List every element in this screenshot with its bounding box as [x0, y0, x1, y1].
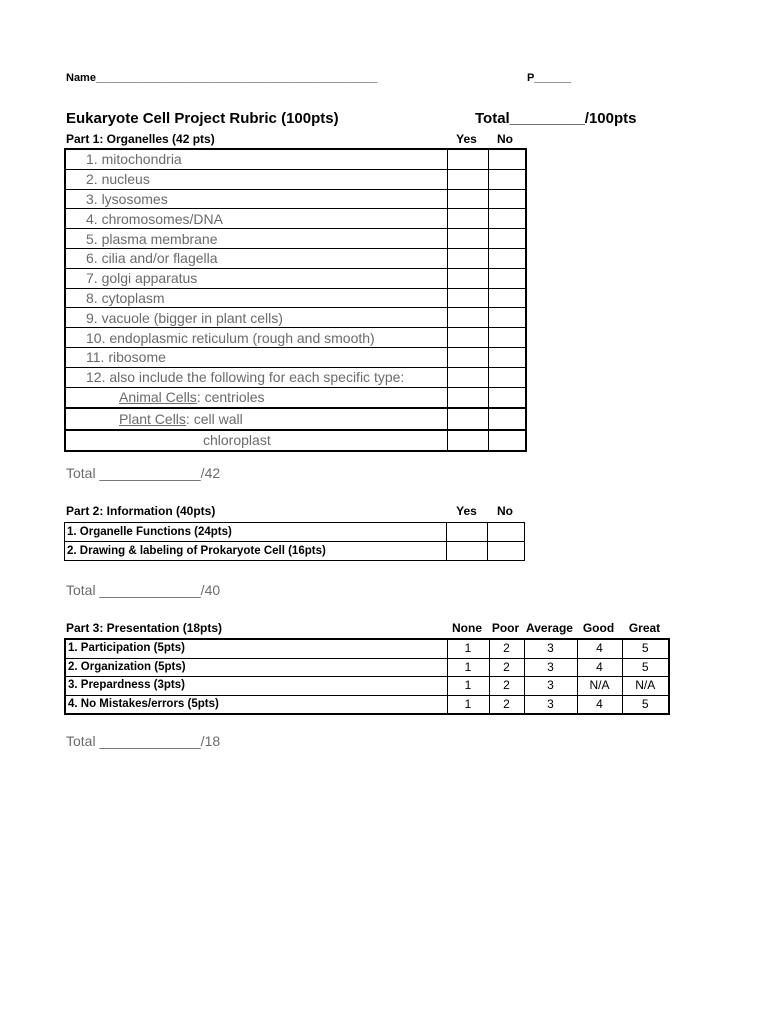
- yes-checkbox-cell[interactable]: [447, 149, 488, 169]
- yes-checkbox-cell[interactable]: [447, 229, 488, 249]
- no-checkbox-cell[interactable]: [488, 387, 526, 408]
- score-cell[interactable]: 2: [489, 639, 524, 658]
- score-cell[interactable]: 1: [447, 695, 489, 714]
- yes-checkbox-cell[interactable]: [447, 288, 488, 308]
- organelle-row: [65, 169, 526, 189]
- organelle-label: 10. endoplasmic reticulum (rough and smooth): [65, 328, 447, 348]
- part3-heading: Part 3: Presentation (18pts): [66, 621, 223, 635]
- organelle-label: 8. cytoplasm: [65, 288, 447, 308]
- score-cell[interactable]: 2: [489, 677, 524, 696]
- plant-cells-label: Plant Cells: [119, 410, 186, 427]
- score-cell[interactable]: N/A: [622, 677, 669, 696]
- organelle-row: [65, 229, 526, 249]
- presentation-table: [64, 638, 670, 715]
- no-checkbox-cell[interactable]: [488, 347, 526, 367]
- part1-yes-header: Yes: [456, 132, 477, 146]
- score-cell[interactable]: N/A: [577, 677, 622, 696]
- organelle-row: [65, 328, 526, 348]
- presentation-row: [65, 677, 669, 696]
- presentation-criterion: 1. Participation (5pts): [65, 639, 447, 658]
- score-cell[interactable]: 4: [577, 639, 622, 658]
- organelle-label: 12. also include the following for each specific type:: [65, 367, 447, 387]
- yes-checkbox-cell[interactable]: [447, 430, 488, 452]
- yes-checkbox-cell[interactable]: [447, 189, 488, 209]
- organelle-row: [65, 248, 526, 268]
- no-checkbox-cell[interactable]: [488, 367, 526, 387]
- animal-cells-label: Animal Cells: [119, 389, 197, 406]
- score-cell[interactable]: 5: [622, 695, 669, 714]
- chloroplast-label: chloroplast: [65, 430, 447, 452]
- score-cell[interactable]: 3: [524, 677, 577, 696]
- part2-total[interactable]: Total _____________/40: [66, 582, 221, 598]
- score-cell[interactable]: 1: [447, 658, 489, 677]
- score-cell[interactable]: 3: [524, 639, 577, 658]
- yes-checkbox-cell[interactable]: [447, 308, 488, 328]
- yes-checkbox-cell[interactable]: [447, 248, 488, 268]
- animal-cells-value: : centrioles: [196, 389, 265, 406]
- part3-column-headers: [446, 621, 668, 637]
- organelle-label: 6. cilia and/or flagella: [65, 248, 447, 268]
- score-cell[interactable]: 5: [622, 658, 669, 677]
- yes-checkbox-cell[interactable]: [447, 347, 488, 367]
- no-checkbox-cell[interactable]: [488, 308, 526, 328]
- information-label: 2. Drawing & labeling of Prokaryote Cell (16pts): [65, 542, 447, 561]
- organelle-row: [65, 288, 526, 308]
- no-checkbox-cell[interactable]: [488, 288, 526, 308]
- organelle-label: 5. plasma membrane: [65, 229, 447, 249]
- score-cell[interactable]: 4: [577, 695, 622, 714]
- score-cell[interactable]: 2: [489, 658, 524, 677]
- organelle-row: [65, 268, 526, 288]
- organelle-row: [65, 367, 526, 387]
- organelle-label: 3. lysosomes: [65, 189, 447, 209]
- information-row: [65, 542, 525, 561]
- chloroplast-row: [65, 430, 526, 452]
- score-cell[interactable]: 4: [577, 658, 622, 677]
- information-row: [65, 523, 525, 542]
- no-checkbox-cell[interactable]: [488, 328, 526, 348]
- score-cell[interactable]: 5: [622, 639, 669, 658]
- organelle-label: 11. ribosome: [65, 347, 447, 367]
- yes-checkbox-cell[interactable]: [447, 387, 488, 408]
- rating-column-header: Great: [628, 621, 661, 635]
- no-checkbox-cell[interactable]: [488, 209, 526, 229]
- no-checkbox-cell[interactable]: [488, 189, 526, 209]
- score-cell[interactable]: 2: [489, 695, 524, 714]
- yes-checkbox-cell[interactable]: [447, 523, 488, 542]
- yes-checkbox-cell[interactable]: [447, 542, 488, 561]
- organelle-label: 2. nucleus: [65, 169, 447, 189]
- plant-cells-row: [65, 408, 526, 430]
- part1-no-header: No: [497, 132, 513, 146]
- period-line[interactable]: P______: [527, 72, 572, 84]
- organelle-row: [65, 347, 526, 367]
- organelle-row: [65, 149, 526, 169]
- presentation-criterion: 2. Organization (5pts): [65, 658, 447, 677]
- no-checkbox-cell[interactable]: [488, 523, 525, 542]
- organelle-label: 9. vacuole (bigger in plant cells): [65, 308, 447, 328]
- part3-total[interactable]: Total _____________/18: [66, 733, 221, 749]
- presentation-row: [65, 695, 669, 714]
- organelle-label: 4. chromosomes/DNA: [65, 209, 447, 229]
- yes-checkbox-cell[interactable]: [447, 367, 488, 387]
- no-checkbox-cell[interactable]: [488, 149, 526, 169]
- score-cell[interactable]: 1: [447, 677, 489, 696]
- organelle-row: [65, 189, 526, 209]
- organelle-label: 1. mitochondria: [65, 149, 447, 169]
- no-checkbox-cell[interactable]: [488, 268, 526, 288]
- information-table: [64, 522, 525, 561]
- organelle-row: [65, 209, 526, 229]
- yes-checkbox-cell[interactable]: [447, 408, 488, 430]
- rubric-title: Eukaryote Cell Project Rubric (100pts): [66, 110, 339, 127]
- part2-no-header: No: [497, 504, 513, 518]
- part1-heading: Part 1: Organelles (42 pts): [66, 132, 215, 146]
- no-checkbox-cell[interactable]: [488, 542, 525, 561]
- presentation-row: [65, 658, 669, 677]
- organelles-table: [64, 148, 527, 452]
- organelle-row: [65, 308, 526, 328]
- yes-checkbox-cell[interactable]: [447, 209, 488, 229]
- score-cell[interactable]: 3: [524, 695, 577, 714]
- no-checkbox-cell[interactable]: [488, 169, 526, 189]
- animal-cells-row: [65, 387, 526, 408]
- part2-heading: Part 2: Information (40pts): [66, 504, 216, 518]
- rating-column-header: Average: [526, 621, 573, 635]
- organelle-label: 7. golgi apparatus: [65, 268, 447, 288]
- yes-checkbox-cell[interactable]: [447, 169, 488, 189]
- plant-cells-value: : cell wall: [185, 410, 243, 427]
- no-checkbox-cell[interactable]: [488, 408, 526, 430]
- score-cell[interactable]: 1: [447, 639, 489, 658]
- part2-yes-header: Yes: [456, 504, 477, 518]
- presentation-criterion: 3. Prepardness (3pts): [65, 677, 447, 696]
- no-checkbox-cell[interactable]: [488, 430, 526, 452]
- score-cell[interactable]: 3: [524, 658, 577, 677]
- yes-checkbox-cell[interactable]: [447, 328, 488, 348]
- presentation-criterion: 4. No Mistakes/errors (5pts): [65, 695, 447, 714]
- total-score-line[interactable]: Total_________/100pts: [475, 110, 637, 127]
- rating-column-header: Good: [582, 621, 615, 635]
- no-checkbox-cell[interactable]: [488, 229, 526, 249]
- yes-checkbox-cell[interactable]: [447, 268, 488, 288]
- rating-column-header: Poor: [491, 621, 520, 635]
- presentation-row: [65, 639, 669, 658]
- rating-column-header: None: [452, 621, 482, 635]
- name-line[interactable]: Name______________________________________________: [66, 72, 378, 84]
- no-checkbox-cell[interactable]: [488, 248, 526, 268]
- part1-total[interactable]: Total _____________/42: [66, 465, 221, 481]
- information-label: 1. Organelle Functions (24pts): [65, 523, 447, 542]
